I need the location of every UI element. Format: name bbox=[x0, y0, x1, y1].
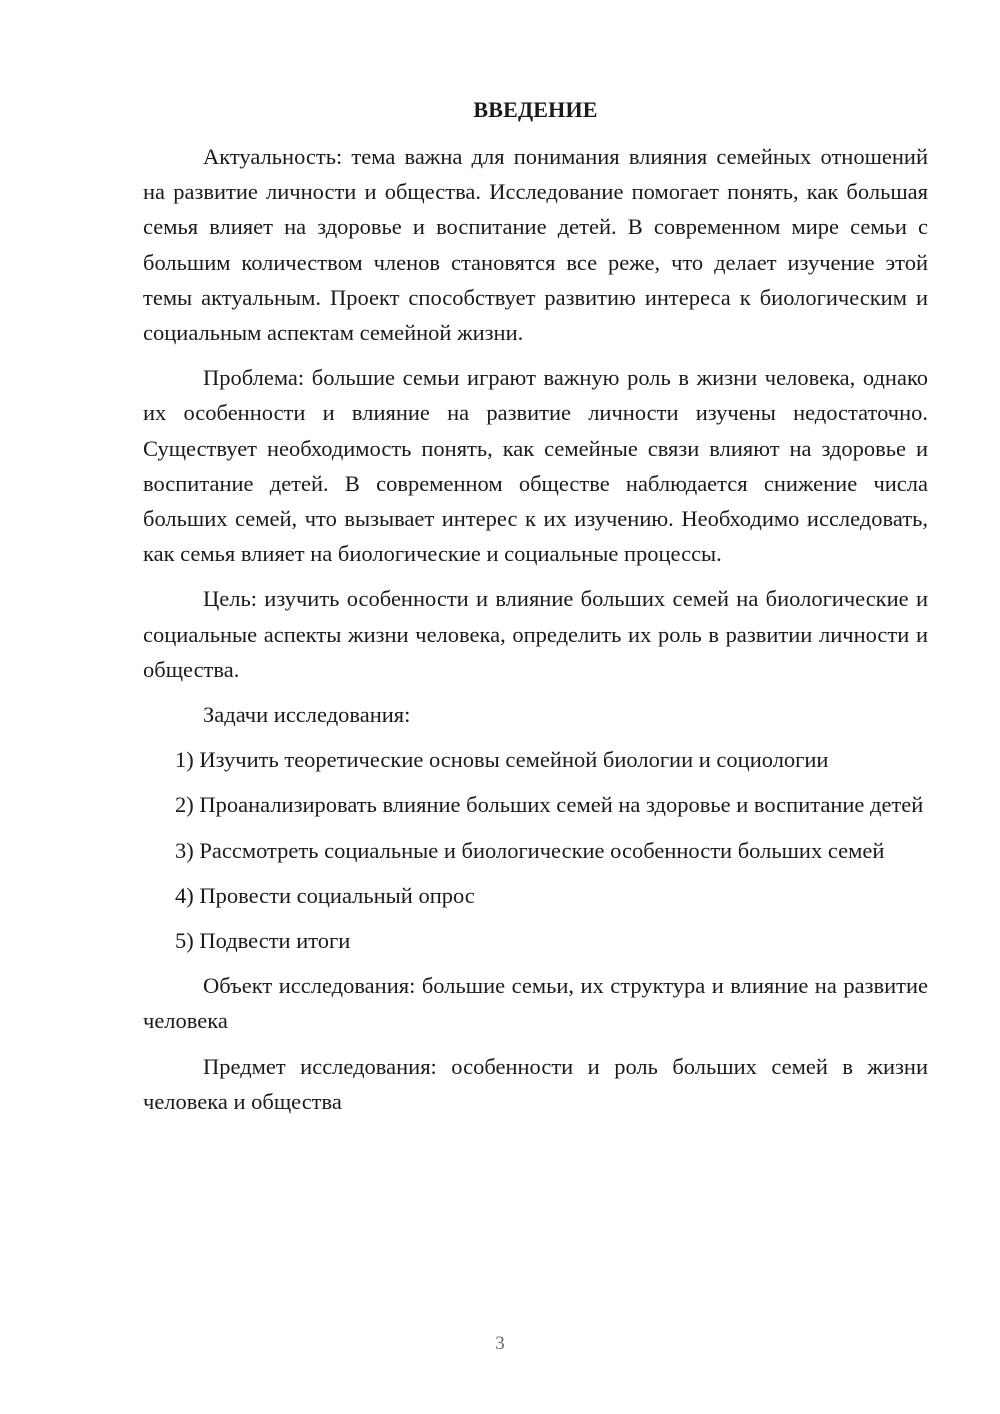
tasks-heading: Задачи исследования: bbox=[203, 702, 411, 728]
document-page bbox=[143, 92, 928, 1119]
task-item-3: 3) Рассмотреть социальные и биологические особенности больших семей bbox=[175, 837, 885, 863]
object-paragraph: Объект исследования: большие семьи, их структура и влияние на развитие человека bbox=[143, 973, 928, 1034]
task-item-1: 1) Изучить теоретические основы семейной биологии и социологии bbox=[175, 747, 829, 773]
goal-paragraph: Цель: изучить особенности и влияние больших семей на биологические и социальные аспекты жизни человека, определить их роль в развитии личности и общества. bbox=[143, 586, 928, 682]
page-number: 3 bbox=[495, 1333, 505, 1354]
task-item-4: 4) Провести социальный опрос bbox=[175, 882, 475, 908]
section-title: ВВЕДЕНИЕ bbox=[473, 97, 598, 122]
task-item-2: 2) Проанализировать влияние больших семей на здоровье и воспитание детей bbox=[175, 792, 924, 818]
subject-paragraph: Предмет исследования: особенности и роль больших семей в жизни человека и общества bbox=[143, 1053, 928, 1114]
problem-paragraph: Проблема: большие семьи играют важную роль в жизни человека, однако их особенности и влияние на развитие личности изучены недостаточно. Существует необходимость понять, как семейные связи влияют на здоровье и воспитание детей. В современном обществе наблюдается снижение числа больших семей, что вызывает интерес к их изучению. Необходимо исследовать, как семья влияет на биологические и социальные процессы. bbox=[143, 365, 928, 567]
relevance-paragraph: Актуальность: тема важна для понимания влияния семейных отношений на развитие личности и общества. Исследование помогает понять, как большая семья влияет на здоровье и воспитание детей. В современном мире семьи с большим количеством членов становятся все реже, что делает изучение этой темы актуальным. Проект способствует развитию интереса к биологическим и социальным аспектам семейной жизни. bbox=[143, 144, 928, 346]
task-item-5: 5) Подвести итоги bbox=[175, 928, 351, 954]
